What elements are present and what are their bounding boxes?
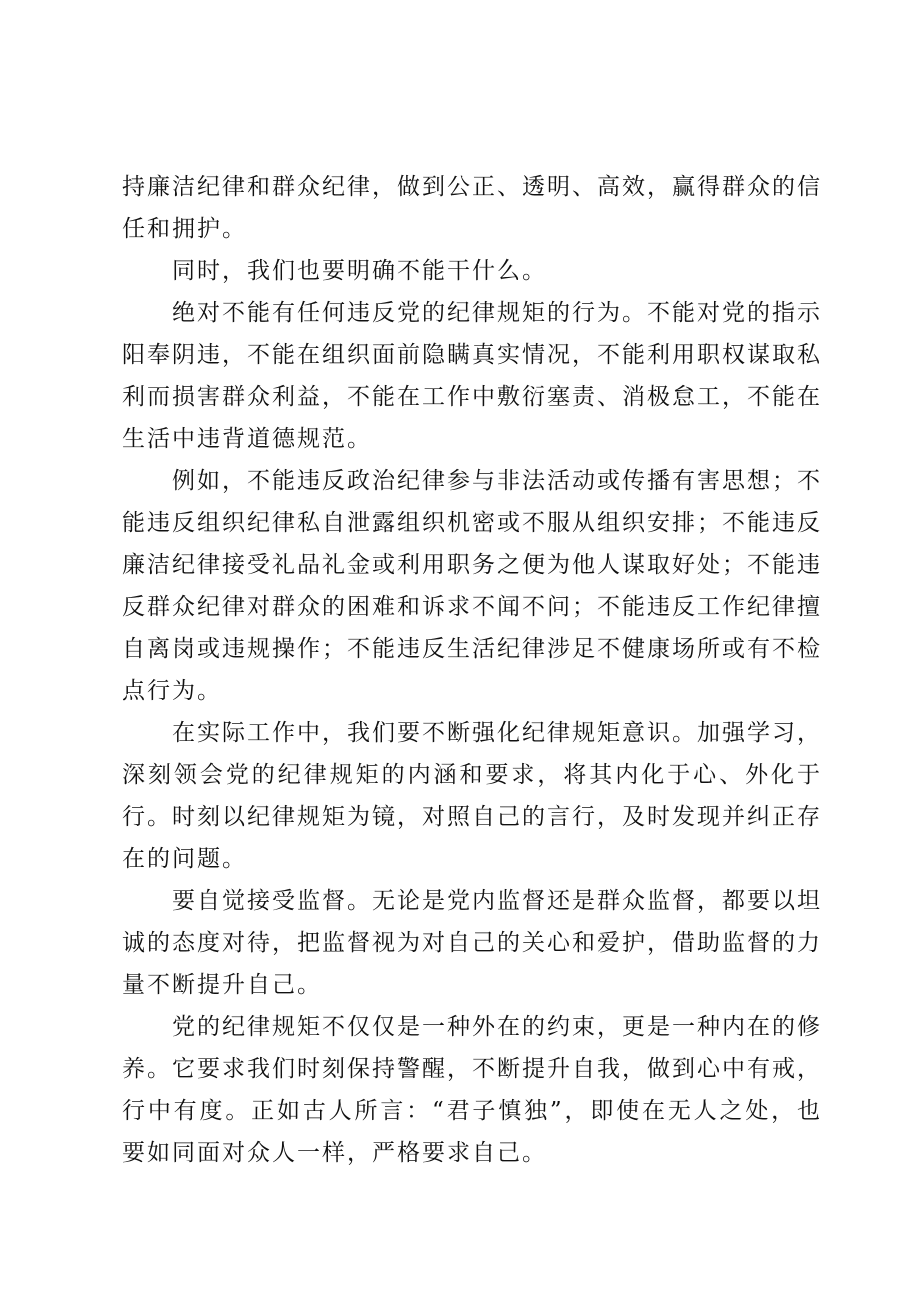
document-body: [122, 166, 822, 1174]
paragraph: 要自觉接受监督。无论是党内监督还是群众监督，都要以坦诚的态度对待，把监督视为对自己的关心和爱护，借助监督的力量不断提升自己。: [122, 888, 822, 998]
paragraph: 党的纪律规矩不仅仅是一种外在的约束，更是一种内在的修养。它要求我们时刻保持警醒，不断提升自我，做到心中有戒，行中有度。正如古人所言：“君子慎独”，即使在无人之处，也要如同面对众人一样，严格要求自己。: [122, 1014, 822, 1166]
paragraph: 持廉洁纪律和群众纪律，做到公正、透明、高效，赢得群众的信任和拥护。: [122, 174, 822, 242]
paragraph: 同时，我们也要明确不能干什么。: [172, 258, 547, 284]
paragraph: 例如，不能违反政治纪律参与非法活动或传播有害思想；不能违反组织纪律私自泄露组织机密或不服从组织安排；不能违反廉洁纪律接受礼品礼金或利用职务之便为他人谋取好处；不能违反群众纪律对群众的困难和诉求不闻不问；不能违反工作纪律擅自离岗或违规操作；不能违反生活纪律涉足不健康场所或有不检点行为。: [122, 468, 822, 704]
paragraph: 绝对不能有任何违反党的纪律规矩的行为。不能对党的指示阳奉阴违，不能在组织面前隐瞒真实情况，不能利用职权谋取私利而损害群众利益，不能在工作中敷衍塞责、消极怠工，不能在生活中违背道德规范。: [122, 300, 822, 452]
paragraph: 在实际工作中，我们要不断强化纪律规矩意识。加强学习，深刻领会党的纪律规矩的内涵和要求，将其内化于心、外化于行。时刻以纪律规矩为镜，对照自己的言行，及时发现并纠正存在的问题。: [122, 720, 822, 872]
